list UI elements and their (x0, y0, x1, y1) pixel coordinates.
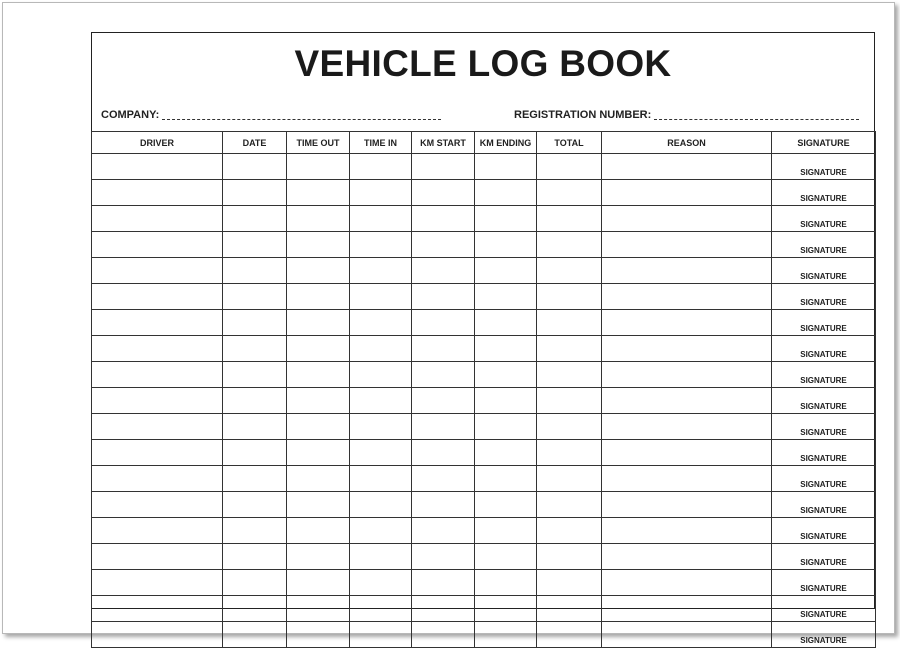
driver-cell[interactable] (92, 414, 223, 440)
reason-cell[interactable] (602, 284, 772, 310)
total-cell[interactable] (537, 388, 602, 414)
reason-cell[interactable] (602, 544, 772, 570)
total-cell[interactable] (537, 180, 602, 206)
km-ending-cell[interactable] (475, 284, 537, 310)
reason-cell[interactable] (602, 492, 772, 518)
time-in-cell[interactable] (350, 570, 412, 596)
page-title: VEHICLE LOG BOOK (294, 43, 672, 84)
km-ending-cell[interactable] (475, 596, 537, 622)
reason-cell[interactable] (602, 206, 772, 232)
column-header-time-in: TIME IN (350, 132, 412, 154)
registration-label: REGISTRATION NUMBER: (514, 109, 652, 121)
reason-cell[interactable] (602, 440, 772, 466)
registration-blank-line[interactable] (654, 118, 859, 120)
km-ending-cell[interactable] (475, 570, 537, 596)
table-row (92, 440, 876, 466)
date-cell[interactable] (223, 388, 287, 414)
reason-cell[interactable] (602, 596, 772, 622)
reason-cell[interactable] (602, 310, 772, 336)
km-ending-cell[interactable] (475, 258, 537, 284)
total-cell[interactable] (537, 570, 602, 596)
driver-cell[interactable] (92, 596, 223, 622)
km-start-cell[interactable] (412, 570, 475, 596)
km-start-cell[interactable] (412, 518, 475, 544)
km-start-cell[interactable] (412, 232, 475, 258)
time-out-cell[interactable] (287, 466, 350, 492)
total-cell[interactable] (537, 518, 602, 544)
km-start-cell[interactable] (412, 388, 475, 414)
total-cell[interactable] (537, 362, 602, 388)
km-start-cell[interactable] (412, 206, 475, 232)
table-row (92, 596, 876, 622)
time-out-cell[interactable] (287, 362, 350, 388)
time-in-cell[interactable] (350, 206, 412, 232)
driver-cell[interactable] (92, 154, 223, 180)
signature-cell[interactable]: SIGNATURE (772, 544, 876, 570)
time-out-cell[interactable] (287, 622, 350, 648)
driver-cell[interactable] (92, 622, 223, 648)
reason-cell[interactable] (602, 466, 772, 492)
column-header-driver: DRIVER (92, 132, 223, 154)
time-out-cell[interactable] (287, 492, 350, 518)
km-start-cell[interactable] (412, 180, 475, 206)
time-out-cell[interactable] (287, 336, 350, 362)
km-ending-cell[interactable] (475, 544, 537, 570)
date-cell[interactable] (223, 466, 287, 492)
time-out-cell[interactable] (287, 440, 350, 466)
total-cell[interactable] (537, 206, 602, 232)
time-in-cell[interactable] (350, 596, 412, 622)
table-body (92, 154, 876, 648)
km-start-cell[interactable] (412, 258, 475, 284)
document-page (2, 2, 895, 645)
reason-cell[interactable] (602, 414, 772, 440)
km-ending-cell[interactable] (475, 310, 537, 336)
signature-cell[interactable]: SIGNATURE (772, 596, 876, 622)
driver-cell[interactable] (92, 180, 223, 206)
driver-cell[interactable] (92, 310, 223, 336)
date-cell[interactable] (223, 492, 287, 518)
km-start-cell[interactable] (412, 440, 475, 466)
time-out-cell[interactable] (287, 206, 350, 232)
signature-cell[interactable]: SIGNATURE (772, 336, 876, 362)
time-out-cell[interactable] (287, 258, 350, 284)
driver-cell[interactable] (92, 570, 223, 596)
time-in-cell[interactable] (350, 180, 412, 206)
km-ending-cell[interactable] (475, 414, 537, 440)
km-start-cell[interactable] (412, 466, 475, 492)
driver-cell[interactable] (92, 440, 223, 466)
time-in-cell[interactable] (350, 336, 412, 362)
signature-cell[interactable]: SIGNATURE (772, 570, 876, 596)
table-row (92, 154, 876, 180)
total-cell[interactable] (537, 466, 602, 492)
reason-cell[interactable] (602, 622, 772, 648)
column-header-signature: SIGNATURE (772, 132, 876, 154)
date-cell[interactable] (223, 336, 287, 362)
km-start-cell[interactable] (412, 492, 475, 518)
total-cell[interactable] (537, 440, 602, 466)
date-cell[interactable] (223, 154, 287, 180)
log-form (91, 32, 875, 645)
date-cell[interactable] (223, 180, 287, 206)
km-ending-cell[interactable] (475, 232, 537, 258)
signature-cell[interactable]: SIGNATURE (772, 518, 876, 544)
reason-cell[interactable] (602, 570, 772, 596)
km-start-cell[interactable] (412, 414, 475, 440)
date-cell[interactable] (223, 310, 287, 336)
driver-cell[interactable] (92, 232, 223, 258)
km-start-cell[interactable] (412, 362, 475, 388)
time-in-cell[interactable] (350, 310, 412, 336)
time-out-cell[interactable] (287, 284, 350, 310)
log-table (91, 131, 876, 648)
date-cell[interactable] (223, 232, 287, 258)
table-row (92, 310, 876, 336)
time-in-cell[interactable] (350, 518, 412, 544)
driver-cell[interactable] (92, 206, 223, 232)
km-ending-cell[interactable] (475, 388, 537, 414)
time-in-cell[interactable] (350, 388, 412, 414)
table-row (92, 206, 876, 232)
km-ending-cell[interactable] (475, 206, 537, 232)
time-in-cell[interactable] (350, 544, 412, 570)
time-out-cell[interactable] (287, 518, 350, 544)
time-in-cell[interactable] (350, 414, 412, 440)
column-header-reason: REASON (602, 132, 772, 154)
date-cell[interactable] (223, 518, 287, 544)
signature-cell[interactable]: SIGNATURE (772, 388, 876, 414)
signature-cell[interactable]: SIGNATURE (772, 284, 876, 310)
time-out-cell[interactable] (287, 570, 350, 596)
km-ending-cell[interactable] (475, 492, 537, 518)
signature-cell[interactable]: SIGNATURE (772, 180, 876, 206)
time-out-cell[interactable] (287, 388, 350, 414)
header-fields (101, 109, 856, 123)
signature-cell[interactable]: SIGNATURE (772, 414, 876, 440)
table-row (92, 388, 876, 414)
table-row (92, 362, 876, 388)
table-row (92, 258, 876, 284)
total-cell[interactable] (537, 596, 602, 622)
time-in-cell[interactable] (350, 284, 412, 310)
time-out-cell[interactable] (287, 544, 350, 570)
table-row (92, 336, 876, 362)
total-cell[interactable] (537, 258, 602, 284)
total-cell[interactable] (537, 414, 602, 440)
driver-cell[interactable] (92, 284, 223, 310)
km-ending-cell[interactable] (475, 180, 537, 206)
column-header-date: DATE (223, 132, 287, 154)
reason-cell[interactable] (602, 258, 772, 284)
signature-cell[interactable]: SIGNATURE (772, 440, 876, 466)
driver-cell[interactable] (92, 336, 223, 362)
time-out-cell[interactable] (287, 596, 350, 622)
driver-cell[interactable] (92, 258, 223, 284)
km-ending-cell[interactable] (475, 518, 537, 544)
column-header-km-ending: KM ENDING (475, 132, 537, 154)
time-in-cell[interactable] (350, 258, 412, 284)
time-in-cell[interactable] (350, 362, 412, 388)
column-header-time-out: TIME OUT (287, 132, 350, 154)
km-start-cell[interactable] (412, 544, 475, 570)
table-row (92, 414, 876, 440)
driver-cell[interactable] (92, 544, 223, 570)
km-start-cell[interactable] (412, 310, 475, 336)
signature-cell[interactable]: SIGNATURE (772, 492, 876, 518)
date-cell[interactable] (223, 362, 287, 388)
time-in-cell[interactable] (350, 466, 412, 492)
time-in-cell[interactable] (350, 232, 412, 258)
column-header-total: TOTAL (537, 132, 602, 154)
signature-cell[interactable]: SIGNATURE (772, 622, 876, 648)
total-cell[interactable] (537, 232, 602, 258)
reason-cell[interactable] (602, 388, 772, 414)
driver-cell[interactable] (92, 466, 223, 492)
time-out-cell[interactable] (287, 232, 350, 258)
km-ending-cell[interactable] (475, 622, 537, 648)
date-cell[interactable] (223, 414, 287, 440)
km-start-cell[interactable] (412, 154, 475, 180)
table-row (92, 492, 876, 518)
driver-cell[interactable] (92, 388, 223, 414)
time-in-cell[interactable] (350, 492, 412, 518)
km-ending-cell[interactable] (475, 440, 537, 466)
signature-cell[interactable]: SIGNATURE (772, 206, 876, 232)
km-ending-cell[interactable] (475, 154, 537, 180)
table-row (92, 622, 876, 648)
km-ending-cell[interactable] (475, 336, 537, 362)
table-row (92, 570, 876, 596)
date-cell[interactable] (223, 570, 287, 596)
column-header-km-start: KM START (412, 132, 475, 154)
km-ending-cell[interactable] (475, 362, 537, 388)
date-cell[interactable] (223, 440, 287, 466)
table-row (92, 518, 876, 544)
date-cell[interactable] (223, 596, 287, 622)
table-header-row (92, 132, 876, 154)
time-out-cell[interactable] (287, 180, 350, 206)
registration-field[interactable] (514, 109, 859, 121)
km-start-cell[interactable] (412, 596, 475, 622)
total-cell[interactable] (537, 284, 602, 310)
total-cell[interactable] (537, 154, 602, 180)
reason-cell[interactable] (602, 518, 772, 544)
driver-cell[interactable] (92, 492, 223, 518)
time-out-cell[interactable] (287, 310, 350, 336)
date-cell[interactable] (223, 622, 287, 648)
reason-cell[interactable] (602, 232, 772, 258)
signature-cell[interactable]: SIGNATURE (772, 310, 876, 336)
company-label: COMPANY: (101, 109, 160, 121)
table-row (92, 232, 876, 258)
time-in-cell[interactable] (350, 154, 412, 180)
table-row (92, 544, 876, 570)
time-in-cell[interactable] (350, 622, 412, 648)
total-cell[interactable] (537, 310, 602, 336)
time-out-cell[interactable] (287, 414, 350, 440)
date-cell[interactable] (223, 544, 287, 570)
signature-cell[interactable]: SIGNATURE (772, 466, 876, 492)
total-cell[interactable] (537, 544, 602, 570)
time-in-cell[interactable] (350, 440, 412, 466)
company-field[interactable] (101, 109, 441, 121)
table-row (92, 466, 876, 492)
reason-cell[interactable] (602, 180, 772, 206)
table-row (92, 180, 876, 206)
driver-cell[interactable] (92, 518, 223, 544)
date-cell[interactable] (223, 258, 287, 284)
signature-cell[interactable]: SIGNATURE (772, 232, 876, 258)
signature-cell[interactable]: SIGNATURE (772, 154, 876, 180)
total-cell[interactable] (537, 492, 602, 518)
reason-cell[interactable] (602, 362, 772, 388)
signature-cell[interactable]: SIGNATURE (772, 362, 876, 388)
date-cell[interactable] (223, 284, 287, 310)
km-start-cell[interactable] (412, 284, 475, 310)
km-ending-cell[interactable] (475, 466, 537, 492)
total-cell[interactable] (537, 336, 602, 362)
reason-cell[interactable] (602, 154, 772, 180)
company-blank-line[interactable] (162, 118, 441, 120)
reason-cell[interactable] (602, 336, 772, 362)
signature-cell[interactable]: SIGNATURE (772, 258, 876, 284)
driver-cell[interactable] (92, 362, 223, 388)
total-cell[interactable] (537, 622, 602, 648)
time-out-cell[interactable] (287, 154, 350, 180)
table-row (92, 284, 876, 310)
km-start-cell[interactable] (412, 336, 475, 362)
km-start-cell[interactable] (412, 622, 475, 648)
date-cell[interactable] (223, 206, 287, 232)
